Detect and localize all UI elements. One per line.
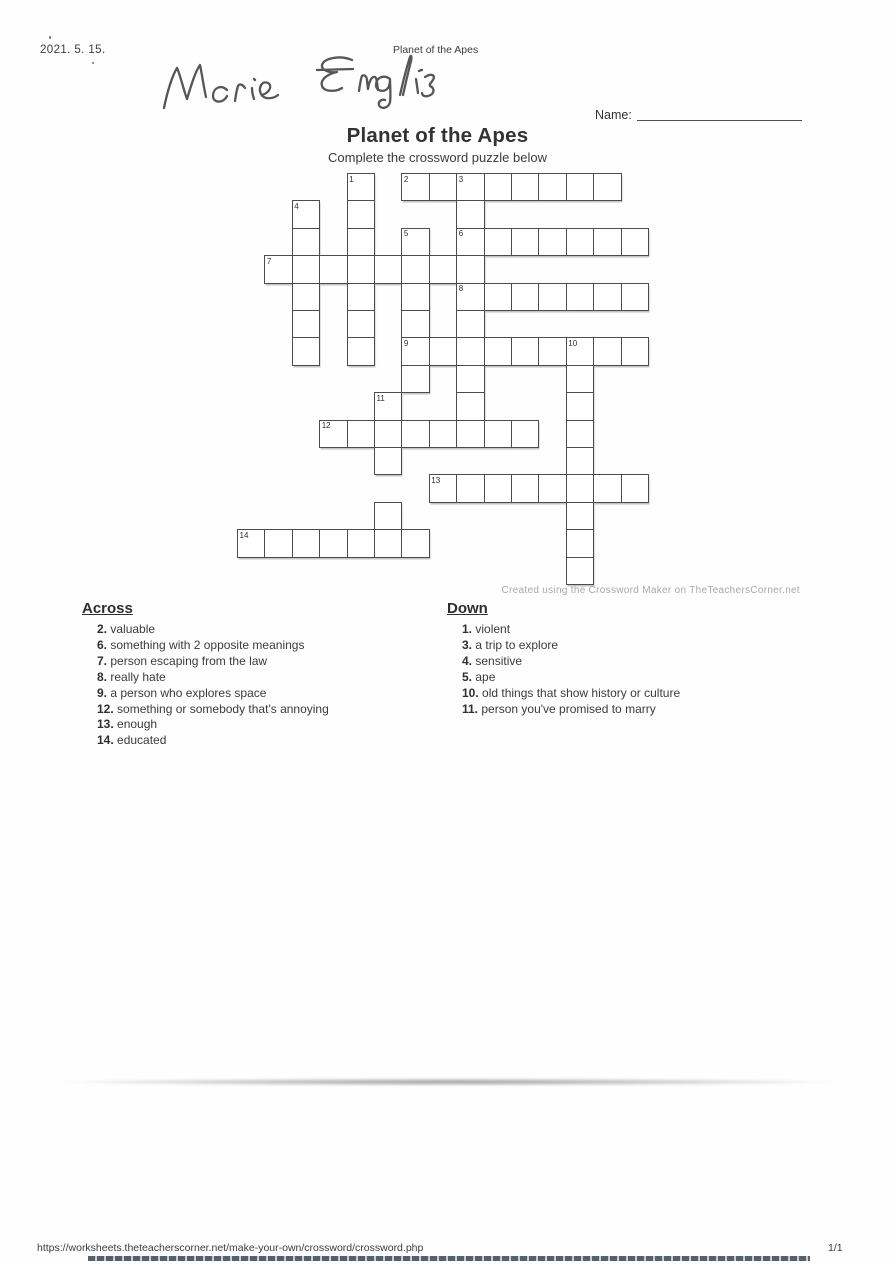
clue-item-number: 12.: [97, 701, 114, 716]
down-heading: Down: [447, 600, 488, 617]
clue-number: 14: [239, 530, 249, 540]
crossword-cell: [347, 173, 375, 201]
crossword-cell: [429, 337, 457, 365]
crossword-cell: [538, 474, 566, 502]
crossword-cell: [237, 529, 265, 557]
crossword-cell: [374, 447, 402, 475]
crossword-cell: [292, 255, 320, 283]
name-blank-line: [637, 107, 802, 121]
crossword-cell: [374, 392, 402, 420]
crossword-cell: [566, 173, 594, 201]
crossword-cell: [484, 474, 512, 502]
crossword-cell: [401, 255, 429, 283]
worksheet-subtitle: Complete the crossword puzzle below: [328, 150, 547, 165]
clue-item-number: 14.: [97, 733, 114, 748]
crossword-cell: [593, 283, 621, 311]
crossword-cell: [566, 529, 594, 557]
clue-number: 12: [321, 421, 331, 431]
clue-item-text: a person who explores space: [107, 685, 267, 700]
clue-item-number: 7.: [97, 653, 108, 668]
crossword-cell: [511, 283, 539, 311]
crossword-cell: [456, 392, 484, 420]
crossword-cell: [484, 228, 512, 256]
crossword-cell: [621, 228, 649, 256]
clue-item: [447, 670, 807, 686]
across-heading: Across: [82, 600, 133, 617]
crossword-cell: [374, 255, 402, 283]
clue-item: [82, 622, 442, 638]
crossword-cell: [401, 529, 429, 557]
crossword-cell: [347, 283, 375, 311]
clue-item-number: 3.: [462, 637, 473, 652]
crossword-cell: [566, 337, 594, 365]
crossword-cell: [292, 228, 320, 256]
crossword-cell: [429, 474, 457, 502]
clue-item-number: 13.: [97, 717, 114, 732]
clue-item: [447, 702, 807, 718]
crossword-grid: [237, 173, 650, 586]
clue-number: 7: [266, 256, 272, 266]
clue-item-text: ape: [472, 669, 496, 684]
clue-item: [447, 654, 807, 670]
crossword-cell: [484, 283, 512, 311]
crossword-cell: [401, 173, 429, 201]
crossword-cell: [566, 365, 594, 393]
crossword-cell: [319, 529, 347, 557]
crossword-cell: [484, 337, 512, 365]
crossword-cell: [456, 173, 484, 201]
crossword-cell: [401, 310, 429, 338]
crossword-cell: [593, 474, 621, 502]
clue-item: [82, 702, 442, 718]
clue-number: 11: [376, 393, 385, 403]
crossword-cell: [456, 228, 484, 256]
crossword-cell: [566, 392, 594, 420]
crossword-cell: [566, 228, 594, 256]
clue-item-text: enough: [113, 717, 158, 732]
crossword-cell: [347, 310, 375, 338]
across-clues-section: [82, 600, 442, 749]
clue-number: 8: [458, 284, 464, 294]
crossword-cell: [511, 228, 539, 256]
clue-item-text: sensitive: [472, 653, 523, 668]
clue-item-number: 11.: [462, 701, 479, 716]
clue-item-number: 1.: [462, 622, 473, 636]
crossword-cell: [401, 228, 429, 256]
crossword-cell: [264, 255, 292, 283]
crossword-cell: [401, 283, 429, 311]
clue-number: 10: [568, 338, 578, 348]
clue-item-number: 8.: [97, 669, 108, 684]
clue-item: [447, 686, 807, 702]
crossword-cell: [401, 337, 429, 365]
crossword-cell: [511, 337, 539, 365]
clue-number: 1: [349, 174, 354, 184]
clue-item-text: violent: [472, 622, 511, 636]
crossword-cell: [456, 283, 484, 311]
crossword-maker-credit: Created using the Crossword Maker on TheTeachersCorner.net: [501, 585, 800, 596]
crossword-cell: [374, 529, 402, 557]
clue-item-number: 4.: [462, 653, 473, 668]
clue-item-text: really hate: [107, 669, 166, 684]
worksheet-title: Planet of the Apes: [346, 124, 529, 147]
clue-item: [82, 717, 442, 733]
crossword-cell: [456, 310, 484, 338]
clue-item: [82, 670, 442, 686]
crossword-cell: [593, 337, 621, 365]
crossword-cell: [429, 420, 457, 448]
clue-item-text: person escaping from the law: [107, 653, 268, 668]
crossword-cell: [264, 529, 292, 557]
crossword-cell: [429, 173, 457, 201]
print-header-title: Planet of the Apes: [393, 44, 479, 56]
crossword-cell: [374, 502, 402, 530]
clue-number: 9: [403, 338, 409, 348]
clue-number: 5: [403, 229, 409, 239]
down-clues-section: [447, 600, 807, 717]
crossword-cell: [347, 228, 375, 256]
clue-item: [82, 733, 442, 749]
clue-item-number: 10.: [462, 685, 479, 700]
crossword-cell: [566, 557, 594, 585]
crossword-cell: [292, 337, 320, 365]
crossword-cell: [538, 228, 566, 256]
crossword-cell: [593, 228, 621, 256]
crossword-cell: [347, 529, 375, 557]
clue-item-text: something or somebody that's annoying: [113, 701, 329, 716]
crossword-cell: [566, 283, 594, 311]
crossword-cell: [621, 337, 649, 365]
clue-item: [82, 654, 442, 670]
clue-item-text: educated: [113, 733, 167, 748]
clue-item: [447, 638, 807, 654]
crossword-cell: [566, 420, 594, 448]
scan-date: 2021. 5. 15.: [40, 44, 106, 56]
clue-item: [82, 638, 442, 654]
scan-edge-strip: [88, 1256, 810, 1261]
clue-item: [82, 686, 442, 702]
name-label: Name:: [595, 108, 632, 122]
clue-number: 3: [458, 174, 464, 184]
crossword-cell: [511, 474, 539, 502]
crossword-cell: [292, 200, 320, 228]
crossword-cell: [292, 283, 320, 311]
print-footer-url: https://worksheets.theteacherscorner.net/make-your-own/crossword/crossword.php: [37, 1242, 424, 1254]
crossword-cell: [456, 365, 484, 393]
scan-speck: [49, 36, 51, 39]
crossword-cell: [292, 310, 320, 338]
crossword-cell: [347, 337, 375, 365]
crossword-cell: [319, 420, 347, 448]
crossword-cell: [566, 502, 594, 530]
clue-item-number: 9.: [97, 685, 108, 700]
crossword-cell: [538, 173, 566, 201]
clue-number: 6: [458, 229, 464, 239]
scan-speck: [92, 62, 94, 64]
clue-item-number: 5.: [462, 669, 473, 684]
clue-number: 2: [403, 174, 409, 184]
crossword-cell: [456, 474, 484, 502]
scan-page-shadow: [42, 1078, 854, 1086]
crossword-cell: [621, 283, 649, 311]
crossword-cell: [538, 337, 566, 365]
clue-item-text: something with 2 opposite meanings: [107, 637, 305, 652]
crossword-cell: [456, 200, 484, 228]
crossword-cell: [538, 283, 566, 311]
crossword-cell: [347, 420, 375, 448]
crossword-cell: [401, 420, 429, 448]
clue-item-number: 6.: [97, 637, 108, 652]
crossword-cell: [484, 420, 512, 448]
crossword-cell: [347, 200, 375, 228]
crossword-cell: [566, 447, 594, 475]
crossword-cell: [347, 255, 375, 283]
crossword-cell: [456, 420, 484, 448]
crossword-cell: [593, 173, 621, 201]
clue-item-text: valuable: [107, 622, 156, 636]
crossword-cell: [484, 173, 512, 201]
crossword-cell: [319, 255, 347, 283]
clue-number: 13: [431, 475, 441, 485]
clue-number: 4: [294, 201, 299, 211]
clue-item: [447, 622, 807, 638]
crossword-cell: [511, 420, 539, 448]
crossword-cell: [456, 337, 484, 365]
handwriting-movie-english: [150, 48, 440, 128]
across-clues-list: [82, 622, 442, 749]
crossword-cell: [566, 474, 594, 502]
clue-item-text: a trip to explore: [472, 637, 559, 652]
crossword-cell: [621, 474, 649, 502]
clue-item-text: old things that show history or culture: [478, 685, 681, 700]
crossword-cell: [401, 365, 429, 393]
crossword-cell: [292, 529, 320, 557]
crossword-cell: [456, 255, 484, 283]
clue-item-number: 2.: [97, 622, 108, 636]
crossword-cell: [374, 420, 402, 448]
crossword-cell: [511, 173, 539, 201]
down-clues-list: [447, 622, 807, 717]
crossword-cell: [429, 255, 457, 283]
clue-item-text: person you've promised to marry: [478, 701, 656, 716]
print-footer-page-number: 1/1: [828, 1242, 843, 1254]
